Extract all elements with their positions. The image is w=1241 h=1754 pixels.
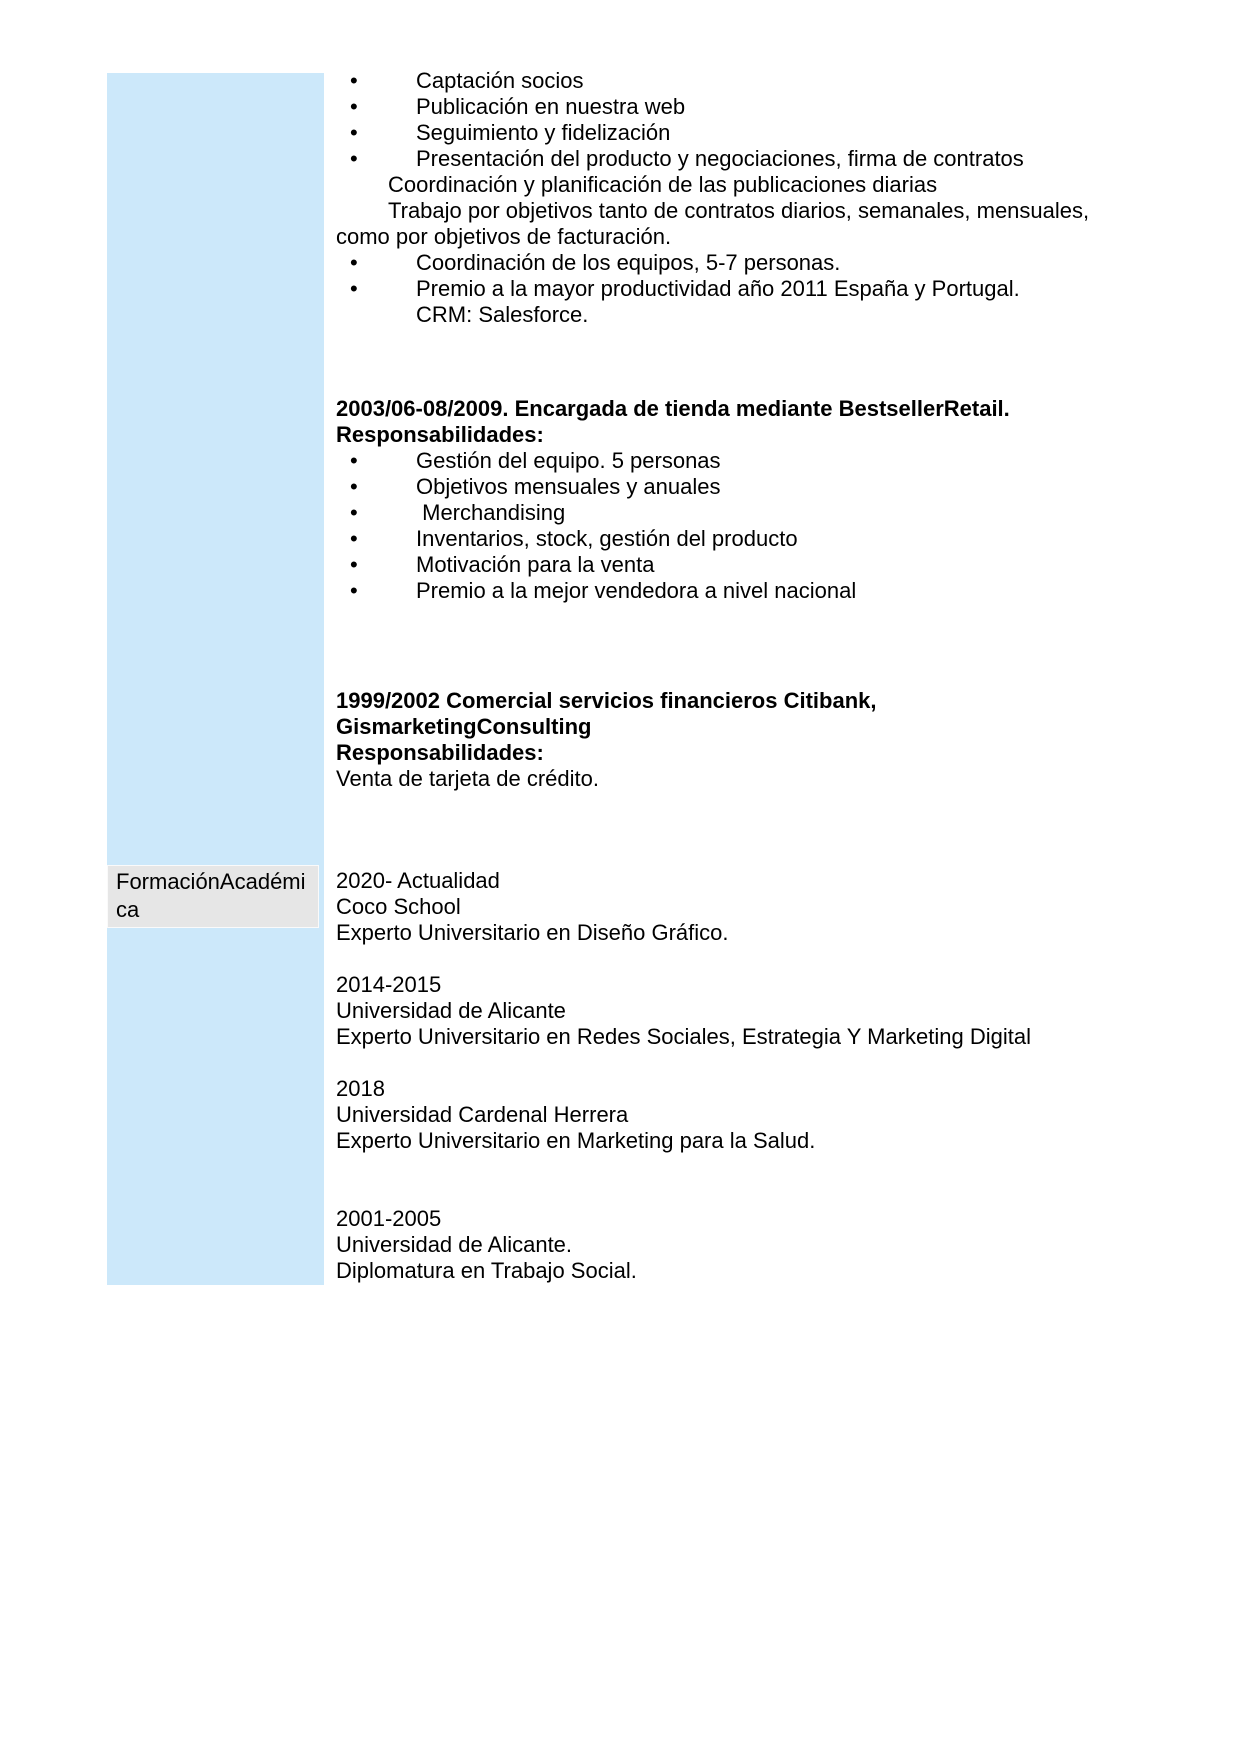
bullet-icon: •	[350, 120, 358, 145]
text-line	[336, 1206, 1236, 1232]
text-line	[336, 146, 1236, 172]
line-text: Gestión del equipo. 5 personas	[416, 448, 721, 473]
text-line	[336, 172, 1236, 198]
text-line	[336, 1076, 1236, 1102]
sidebar-band	[107, 73, 324, 1285]
bullet-icon: •	[350, 526, 358, 551]
line-text: como por objetivos de facturación.	[336, 224, 672, 249]
line-text: 2018	[336, 1076, 385, 1101]
text-line	[336, 1024, 1236, 1050]
bullet-icon: •	[350, 276, 358, 301]
text-line	[336, 250, 1236, 276]
line-text: Seguimiento y fidelización	[416, 120, 671, 145]
line-text: Motivación para la venta	[416, 552, 655, 577]
line-text: Objetivos mensuales y anuales	[416, 474, 721, 499]
line-text: Responsabilidades:	[336, 422, 544, 447]
line-text: Venta de tarjeta de crédito.	[336, 766, 599, 791]
blank-line	[336, 1180, 1236, 1206]
line-text: Trabajo por objetivos tanto de contratos diarios, semanales, mensuales,	[388, 198, 1090, 223]
section-formacion-academica	[336, 868, 1236, 1284]
text-line	[336, 302, 1236, 328]
text-line	[336, 120, 1236, 146]
blank-line	[336, 946, 1236, 972]
line-text: 2001-2005	[336, 1206, 442, 1231]
blank-line	[336, 1154, 1236, 1180]
line-text: 2020- Actualidad	[336, 868, 500, 893]
text-line	[336, 276, 1236, 302]
bullet-icon: •	[350, 578, 358, 603]
text-line	[336, 714, 1236, 740]
bullet-icon: •	[350, 68, 358, 93]
bullet-icon: •	[350, 94, 358, 119]
line-text: Premio a la mejor vendedora a nivel nacional	[416, 578, 857, 603]
line-text: Universidad de Alicante	[336, 998, 566, 1023]
section-label-text-line-1: FormaciónAcadémi	[116, 869, 306, 894]
blank-line	[336, 1050, 1236, 1076]
line-text: Merchandising	[416, 500, 566, 525]
text-line	[336, 972, 1236, 998]
line-text: Presentación del producto y negociaciones, firma de contratos	[416, 146, 1024, 171]
line-text: Experto Universitario en Marketing para la Salud.	[336, 1128, 816, 1153]
text-line	[336, 894, 1236, 920]
text-line	[336, 448, 1236, 474]
text-line	[336, 1128, 1236, 1154]
text-line	[336, 1258, 1236, 1284]
text-line	[336, 552, 1236, 578]
text-line	[336, 224, 1236, 250]
text-line	[336, 688, 1236, 714]
line-text: GismarketingConsulting	[336, 714, 592, 739]
line-text: Inventarios, stock, gestión del producto	[416, 526, 798, 551]
bullet-icon: •	[350, 474, 358, 499]
text-line	[336, 1232, 1236, 1258]
section-label-text-line-2: ca	[116, 897, 140, 922]
bullet-icon: •	[350, 146, 358, 171]
line-text: Universidad Cardenal Herrera	[336, 1102, 629, 1127]
text-line	[336, 198, 1236, 224]
line-text: 2003/06-08/2009. Encargada de tienda mediante BestsellerRetail.	[336, 396, 1010, 421]
bullet-icon: •	[350, 552, 358, 577]
text-line	[336, 68, 1236, 94]
section-experience-bestseller-retail	[336, 396, 1236, 604]
bullet-icon: •	[350, 500, 358, 525]
text-line	[336, 474, 1236, 500]
text-line	[336, 94, 1236, 120]
line-text: 1999/2002 Comercial servicios financieros Citibank,	[336, 688, 877, 713]
line-text: Coco School	[336, 894, 461, 919]
line-text: Coordinación y planificación de las publicaciones diarias	[388, 172, 938, 197]
text-line	[336, 998, 1236, 1024]
text-line	[336, 1102, 1236, 1128]
line-text: Coordinación de los equipos, 5-7 personas.	[416, 250, 841, 275]
line-text: Universidad de Alicante.	[336, 1232, 573, 1257]
line-text: Captación socios	[416, 68, 584, 93]
line-text: Experto Universitario en Redes Sociales, Estrategia Y Marketing Digital	[336, 1024, 1031, 1049]
text-line	[336, 526, 1236, 552]
bullet-icon: •	[350, 448, 358, 473]
line-text: CRM: Salesforce.	[416, 302, 589, 327]
line-text: 2014-2015	[336, 972, 442, 997]
line-text: Publicación en nuestra web	[416, 94, 686, 119]
section-experience-marketing-role	[336, 68, 1236, 328]
text-line	[336, 766, 1236, 792]
section-label-formacion-academica	[107, 865, 319, 928]
content-column	[336, 0, 1236, 1754]
line-text: Experto Universitario en Diseño Gráfico.	[336, 920, 729, 945]
text-line	[336, 920, 1236, 946]
text-line	[336, 500, 1236, 526]
line-text: Premio a la mayor productividad año 2011 España y Portugal.	[416, 276, 1020, 301]
bullet-icon: •	[350, 250, 358, 275]
line-text: Responsabilidades:	[336, 740, 544, 765]
line-text: Diplomatura en Trabajo Social.	[336, 1258, 637, 1283]
text-line	[336, 578, 1236, 604]
text-line	[336, 740, 1236, 766]
text-line	[336, 868, 1236, 894]
section-experience-citibank	[336, 688, 1236, 792]
text-line	[336, 396, 1236, 422]
text-line	[336, 422, 1236, 448]
